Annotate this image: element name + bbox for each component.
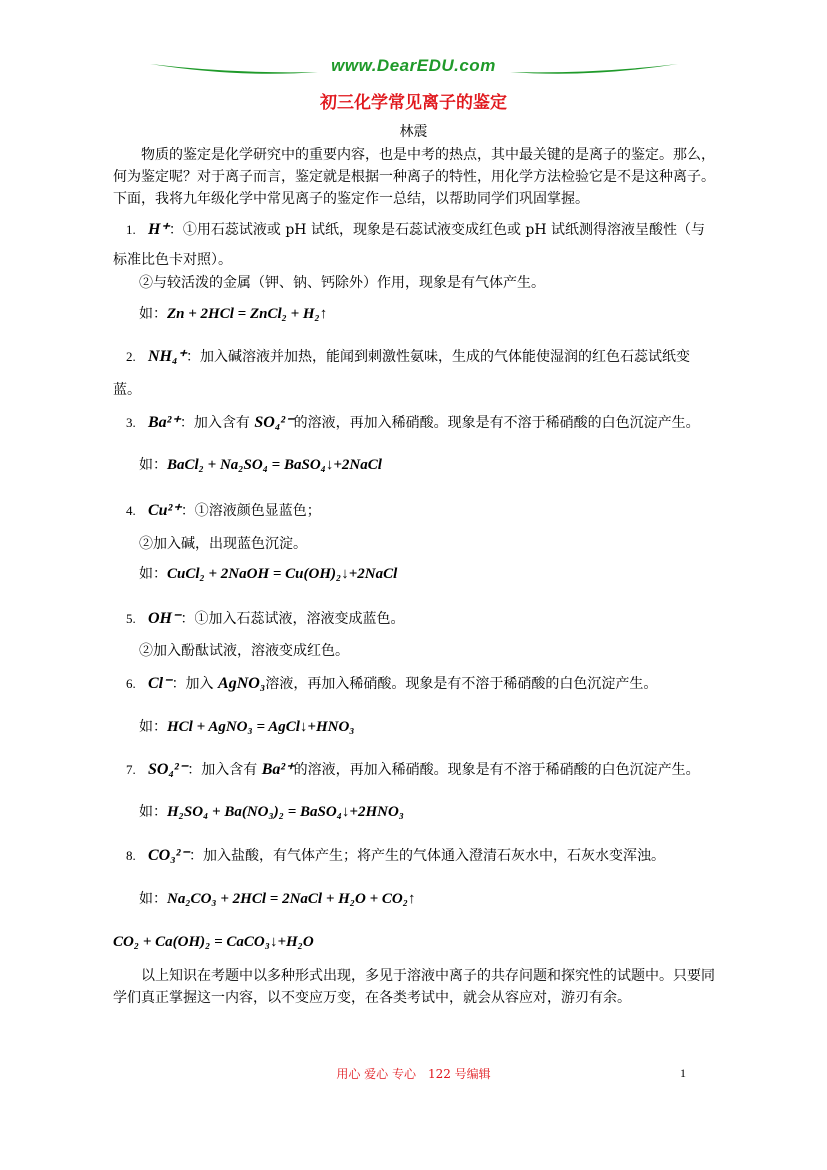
list-item-8: 8. CO₃²⁻：加入盐酸，有气体产生；将产生的气体通入澄清石灰水中，石灰水变浑浊。 xyxy=(126,847,666,864)
list-item-3: 3. Ba²⁺：加入含有 SO₄²⁻的溶液，再加入稀硝酸。现象是有不溶于稀硝酸的白色沉淀产生。 xyxy=(126,414,700,431)
ion-formula: SO₄²⁻ xyxy=(254,414,294,431)
list-item-5-method-2: ②加入酚酞试液，溶液变成红色。 xyxy=(139,643,349,659)
author: 林震 xyxy=(399,124,428,140)
list-item-7: 7. SO₄²⁻：加入含有 Ba²⁺的溶液，再加入稀硝酸。现象是有不溶于稀硝酸的白色沉淀产生。 xyxy=(126,761,700,778)
equation: 如：H₂SO₄ + Ba(NO₃)₂ = BaSO₄↓+2HNO₃ xyxy=(139,804,405,820)
intro-paragraph: 物质的鉴定是化学研究中的重要内容，也是中考的热点，其中最关键的是离子的鉴定。那么，何为鉴定呢？对于离子而言，鉴定就是根据一种离子的特性，用化学方法检验它是不是这种离子。下面，我将九年级化学中常见离子的鉴定作一总结，以帮助同学们巩固掌握。 xyxy=(113,147,715,207)
ion-formula: CO₃²⁻ xyxy=(148,847,190,864)
list-item-1-method-2: ②与较活泼的金属（钾、钠、钙除外）作用，现象是有气体产生。 xyxy=(139,275,545,291)
equation: 如：HCl + AgNO₃ = AgCl↓+HNO₃ xyxy=(139,719,355,735)
ion-formula: SO₄²⁻ xyxy=(148,761,188,778)
ion-formula: AgNO₃ xyxy=(218,675,266,692)
header-brand: www.DearEDU.com xyxy=(331,56,496,75)
equation-2: CO₂ + Ca(OH)₂ = CaCO₃↓+H₂O xyxy=(113,934,314,950)
footer-text: 用心 爱心 专心 122 号编辑 xyxy=(336,1067,491,1081)
equation: 如：CuCl₂ + 2NaOH = Cu(OH)₂↓+2NaCl xyxy=(139,566,398,582)
page-number: 1 xyxy=(680,1066,686,1080)
ion-formula: Ba²⁺ xyxy=(148,414,180,431)
ion-formula: Cl⁻ xyxy=(148,675,172,692)
ion-formula: H⁺ xyxy=(148,221,169,238)
list-item-4: 4. Cu²⁺：①溶液颜色显蓝色； xyxy=(126,502,321,519)
list-item-2-cont: 蓝。 xyxy=(113,382,141,398)
ion-formula: Ba²⁺ xyxy=(261,761,294,778)
ion-formula: OH⁻ xyxy=(148,610,181,627)
ion-formula: NH₄⁺ xyxy=(148,348,187,365)
equation: 如：Zn + 2HCl = ZnCl₂ + H₂↑ xyxy=(139,306,328,322)
list-item-1-cont: 标准比色卡对照）。 xyxy=(113,252,232,268)
page-title: 初三化学常见离子的鉴定 xyxy=(320,93,507,113)
list-item-1: 1. H⁺：①用石蕊试液或 pH 试纸，现象是石蕊试液变成红色或 pH 试纸测得溶液呈酸性（与 xyxy=(126,221,706,238)
list-item-2: 2. NH₄⁺：加入碱溶液并加热，能闻到刺激性氨味，生成的气体能使湿润的红色石蕊试纸变 xyxy=(126,348,691,365)
equation: 如：Na₂CO₃ + 2HCl = 2NaCl + H₂O + CO₂↑ xyxy=(139,891,416,907)
equation: 如：BaCl₂ + Na₂SO₄ = BaSO₄↓+2NaCl xyxy=(139,457,382,473)
list-item-6: 6. Cl⁻：加入 AgNO₃溶液，再加入稀硝酸。现象是有不溶于稀硝酸的白色沉淀产生。 xyxy=(126,675,658,692)
list-item-5: 5. OH⁻：①加入石蕊试液，溶液变成蓝色。 xyxy=(126,610,405,627)
outro-paragraph: 以上知识在考题中以多种形式出现，多见于溶液中离子的共存问题和探究性的试题中。只要同学们真正掌握这一内容，以不变应万变，在各类考试中，就会从容应对，游刃有余。 xyxy=(113,968,715,1006)
list-item-4-method-2: ②加入碱，出现蓝色沉淀。 xyxy=(139,536,307,552)
ion-formula: Cu²⁺ xyxy=(148,502,181,519)
